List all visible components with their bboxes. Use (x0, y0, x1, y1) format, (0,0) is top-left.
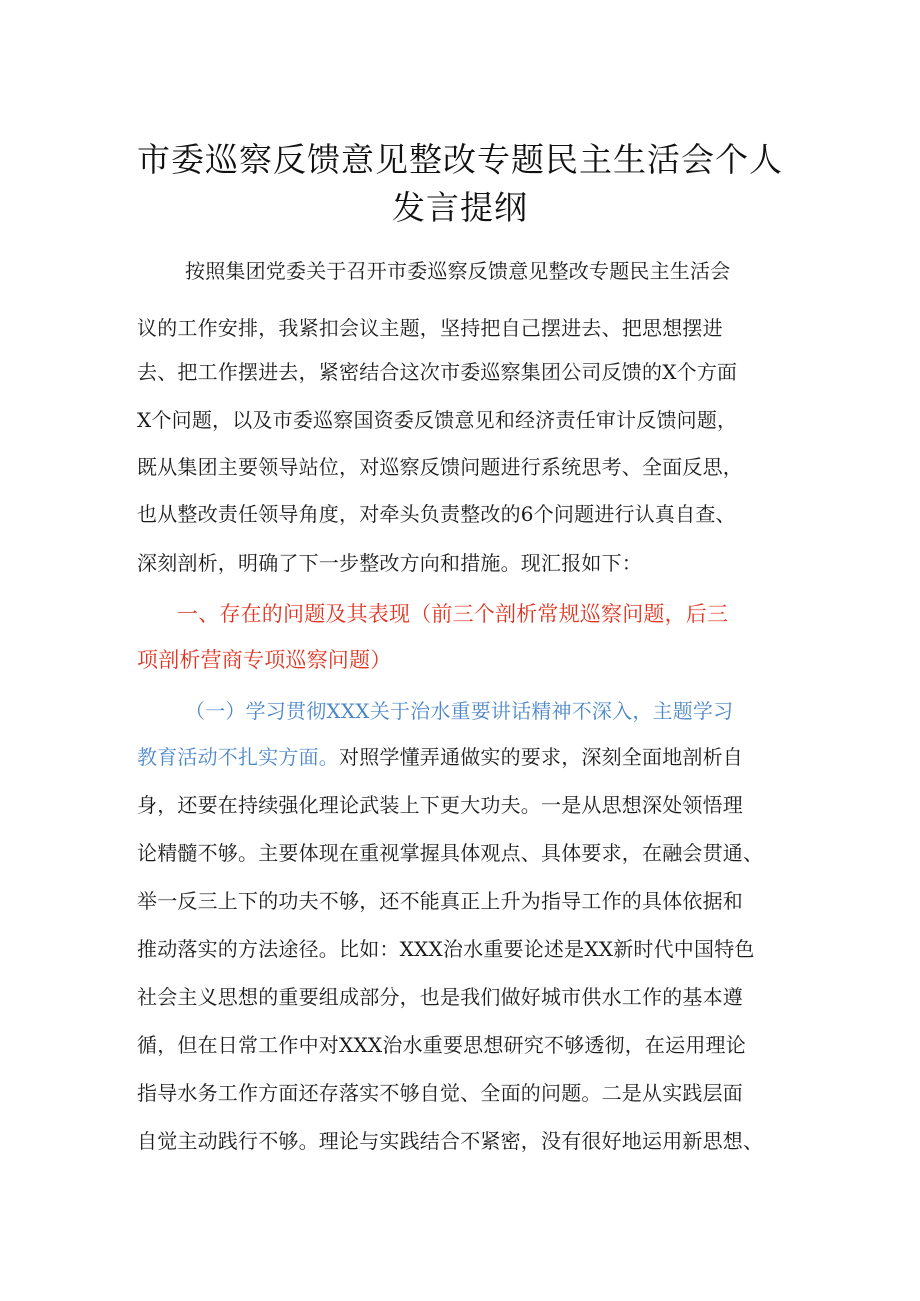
subsection-line (137, 742, 743, 772)
subsection-heading: （一）学习贯彻XXX关于治水重要讲话精神不深入，主题学习 (185, 699, 734, 723)
intro-paragraph-line: 议的工作安排，我紧扣会议主题，坚持把自己摆进去、把思想摆进 (137, 316, 723, 340)
intro-paragraph-line: 既从集团主要领导站位，对巡察反馈问题进行系统思考、全面反思， (137, 455, 743, 479)
document-title-line-1: 市委巡察反馈意见整改专题民主生活会个人 (137, 140, 783, 179)
body-paragraph-line: 指导水务工作方面还存落实不够自觉、全面的问题。二是从实践层面 (137, 1081, 743, 1105)
section-heading-line: 一、存在的问题及其表现（前三个剖析常规巡察问题，后三 (177, 602, 729, 626)
body-paragraph-line: 自觉主动践行不够。理论与实践结合不紧密，没有很好地运用新思想、 (137, 1129, 764, 1153)
subsection-text: 对照学懂弄通做实的要求，深刻全面地剖析自 (339, 745, 743, 769)
section-heading-line: 项剖析营商专项巡察问题） (137, 648, 392, 672)
intro-paragraph-line: 按照集团党委关于召开市委巡察反馈意见整改专题民主生活会 (185, 259, 731, 283)
body-paragraph-line: 社会主义思想的重要组成部分，也是我们做好城市供水工作的基本遵 (137, 985, 743, 1009)
subsection-heading-continued: 教育活动不扎实方面。 (137, 745, 339, 769)
intro-paragraph-line: 也从整改责任领导角度，对牵头负责整改的6个问题进行认真自查、 (137, 502, 736, 526)
body-paragraph-line: 循，但在日常工作中对XXX治水重要思想研究不够透彻，在运用理论 (137, 1033, 746, 1057)
body-paragraph-line: 身，还要在持续强化理论武装上下更大功夫。一是从思想深处领悟理 (137, 793, 743, 817)
body-paragraph-line: 推动落实的方法途径。比如：XXX治水重要论述是XX新时代中国特色 (137, 937, 755, 961)
intro-paragraph-line: 深刻剖析，明确了下一步整改方向和措施。现汇报如下： (137, 551, 642, 575)
document-title-line-2: 发言提纲 (392, 188, 528, 227)
intro-paragraph-line: X个问题，以及市委巡察国资委反馈意见和经济责任审计反馈问题， (137, 408, 738, 432)
body-paragraph-line: 论精髓不够。主要体现在重视掌握具体观点、具体要求，在融会贯通、 (137, 841, 764, 865)
body-paragraph-line: 举一反三上下的功夫不够，还不能真正上升为指导工作的具体依据和 (137, 889, 743, 913)
intro-paragraph-line: 去、把工作摆进去，紧密结合这次市委巡察集团公司反馈的X个方面 (137, 360, 738, 384)
